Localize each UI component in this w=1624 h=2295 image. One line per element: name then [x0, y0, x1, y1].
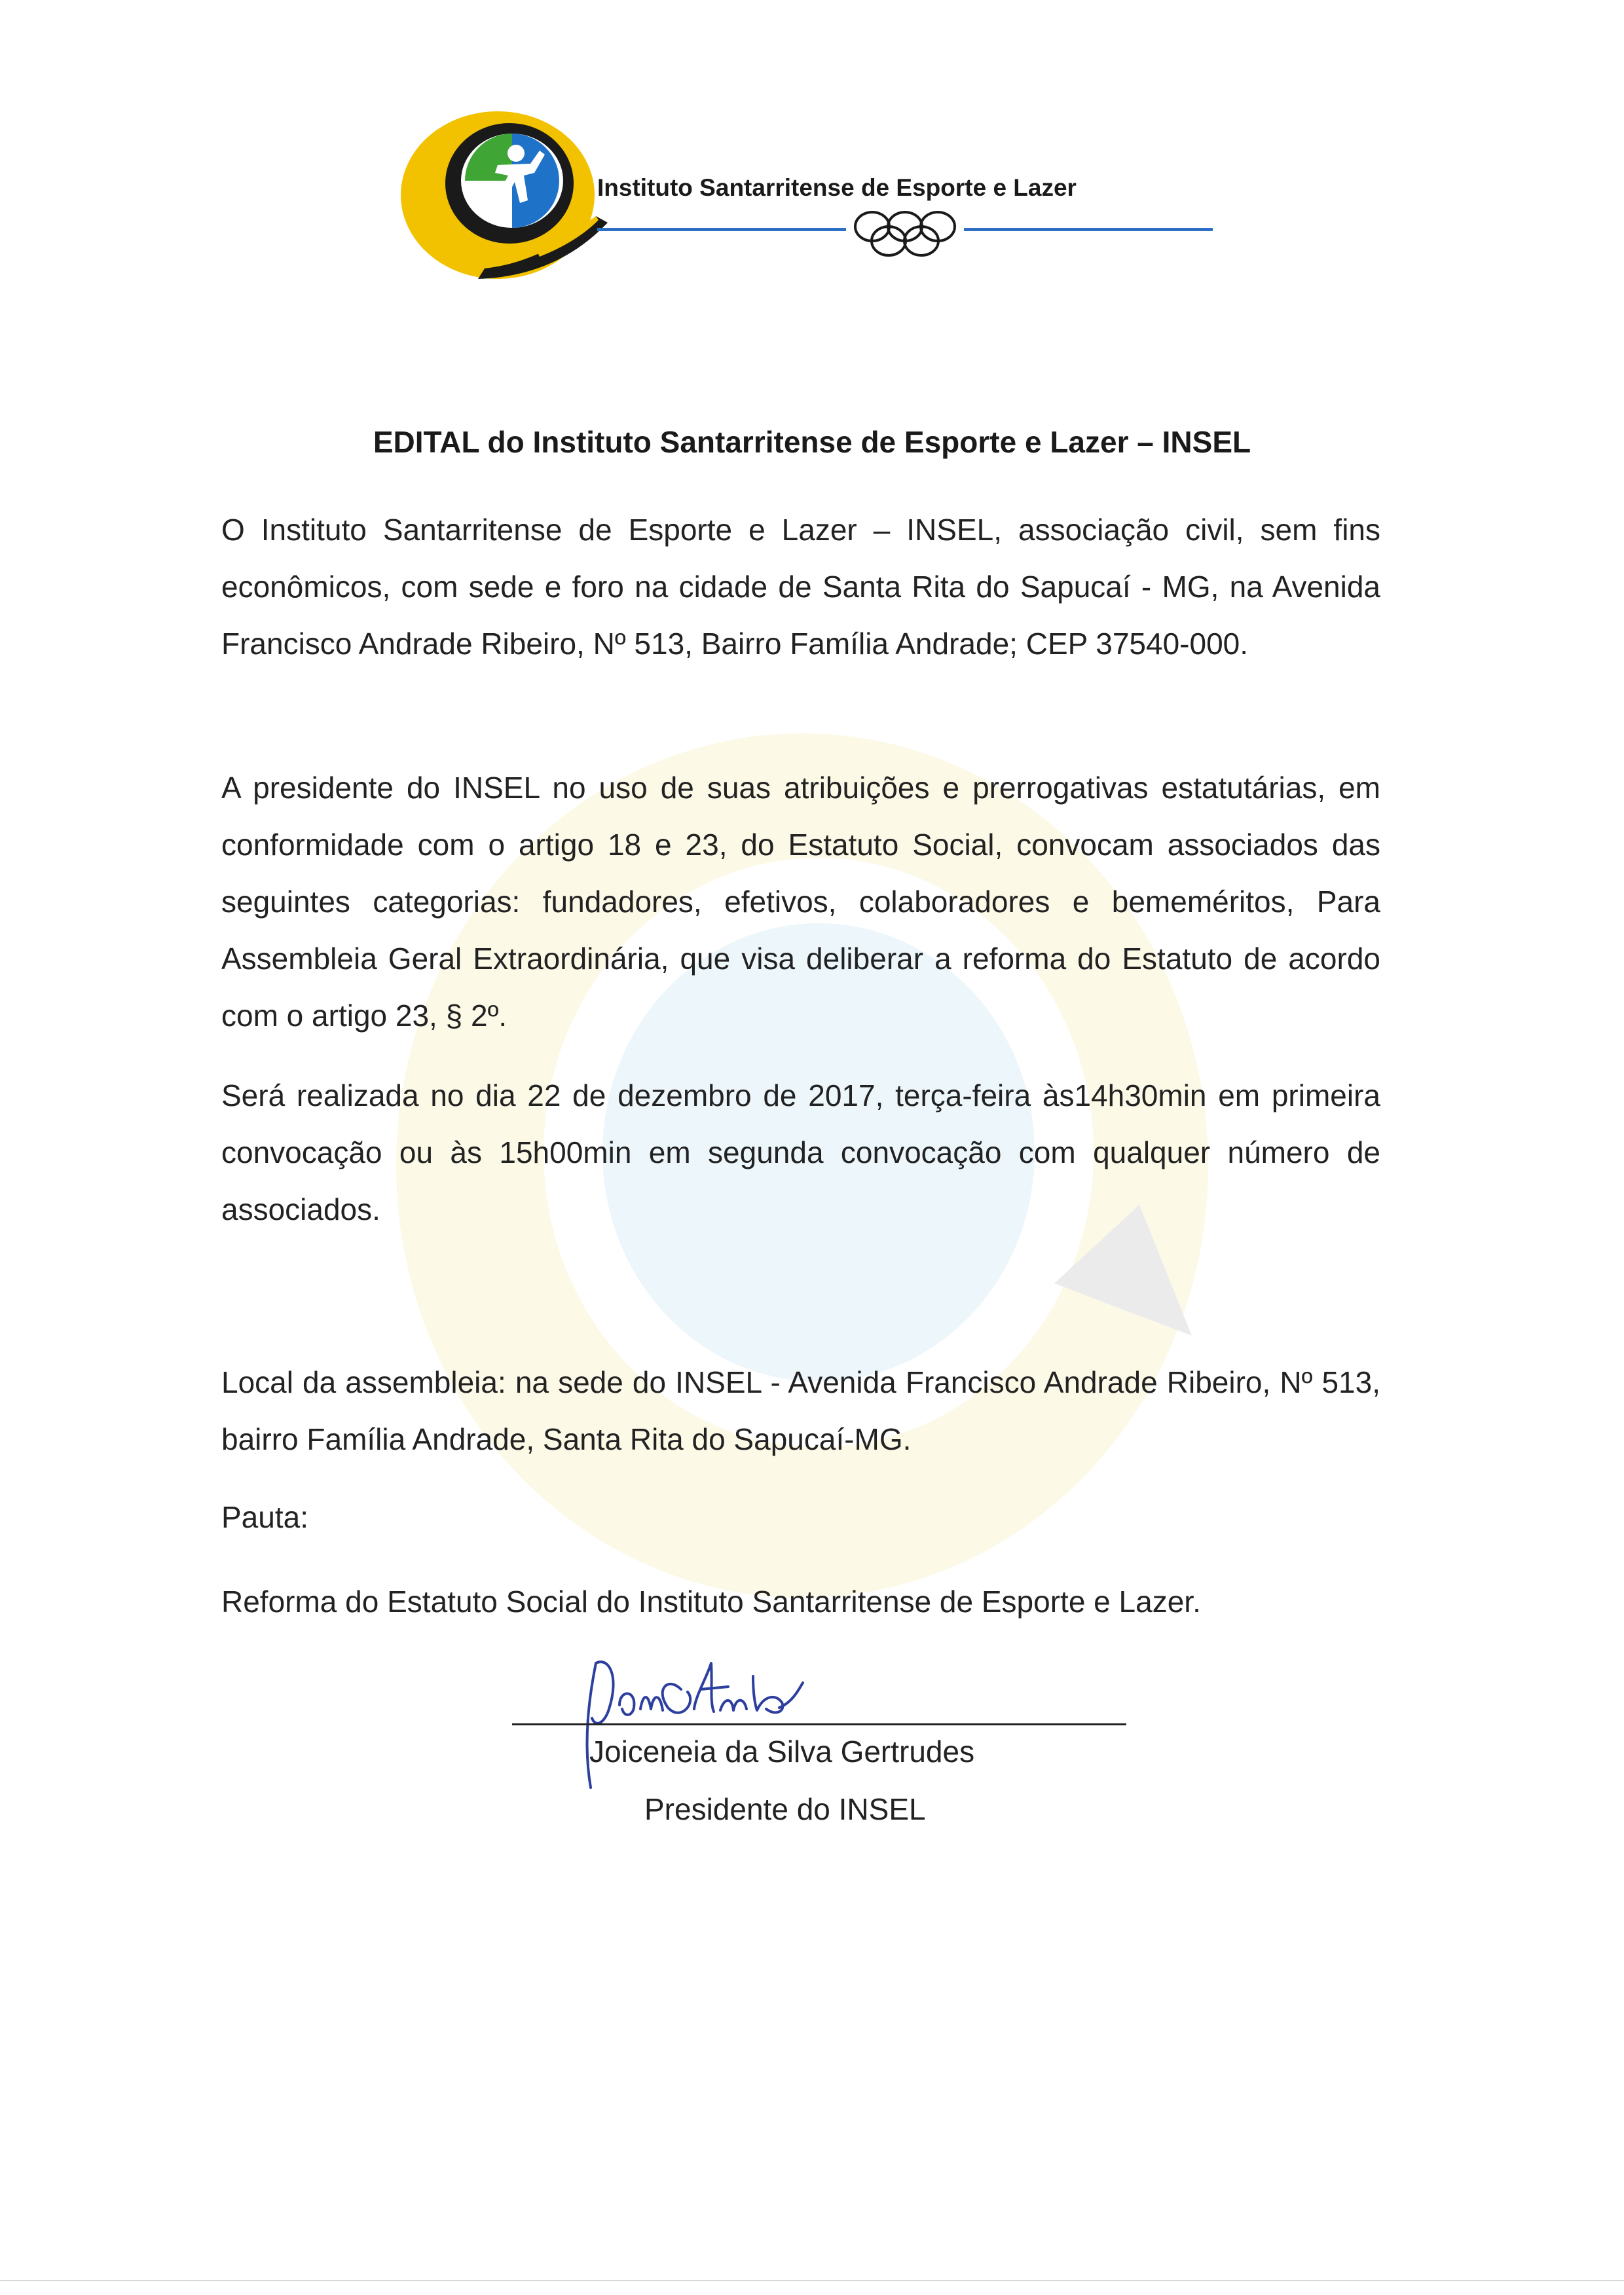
- document-title: EDITAL do Instituto Santarritense de Esporte e Lazer – INSEL: [373, 425, 1251, 459]
- signature-line: [512, 1723, 1126, 1725]
- agenda-label: Pauta:: [221, 1500, 308, 1534]
- letterhead: [399, 105, 1211, 282]
- agenda-item: Reforma do Estatuto Social do Instituto Santarritense de Esporte e Lazer.: [221, 1585, 1201, 1619]
- signer-role: Presidente do INSEL: [644, 1792, 926, 1826]
- organization-name: Instituto Santarritense de Esporte e Lazer: [597, 174, 1077, 201]
- paragraph-location: Local da assembleia: na sede do INSEL - Avenida Francisco Andrade Ribeiro, Nº 513, bairro Família Andrade, Santa Rita do Sapucaí-MG.: [221, 1365, 1380, 1456]
- handwritten-signature-icon: [557, 1637, 851, 1794]
- paragraph-institution: O Instituto Santarritense de Esporte e Lazer – INSEL, associação civil, sem fins econômicos, com sede e foro na cidade de Santa Rita do Sapucaí - MG, na Avenida Francisco Andrade Ribeiro, Nº 513, Bairro Família Andrade; CEP 37540-000.: [221, 513, 1380, 661]
- paragraph-convocation: A presidente do INSEL no uso de suas atribuições e prerrogativas estatutárias, em conformidade com o artigo 18 e 23, do Estatuto Social, convocam associados das seguintes categorias: fundadores, efetivos, colaboradores e bememéritos, Para Assembleia Geral Extraordinária, que visa deliberar a reforma do Estatuto de acordo com o artigo 23, § 2º.: [221, 771, 1380, 1033]
- page-bottom-edge: [0, 2280, 1624, 2281]
- signer-name: Joiceneia da Silva Gertrudes: [589, 1735, 975, 1769]
- olympic-rings-icon: [597, 203, 1213, 262]
- paragraph-date-time: Será realizada no dia 22 de dezembro de 2017, terça-feira às14h30min em primeira convocação ou às 15h00min em segunda convocação com qualquer número de associados.: [221, 1078, 1380, 1226]
- insel-logo-icon: [399, 105, 616, 282]
